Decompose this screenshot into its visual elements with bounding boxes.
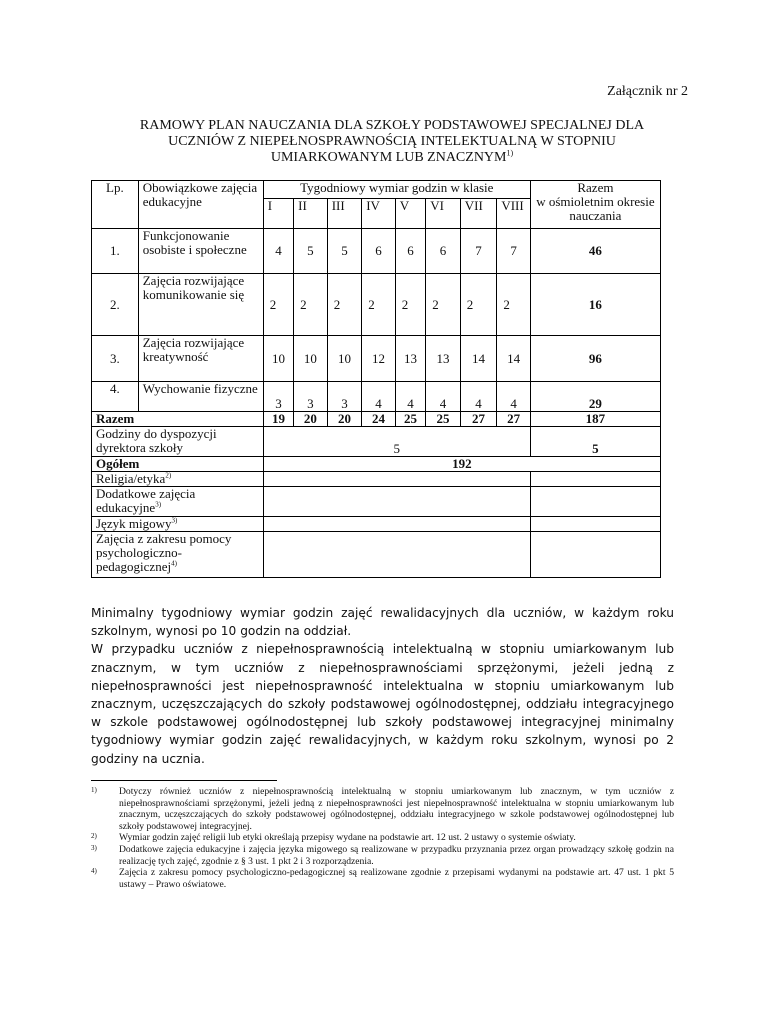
class-header-5: V [395, 199, 425, 229]
cell-value: 5 [327, 229, 362, 274]
row-lp: 1. [92, 229, 139, 274]
row-total: 16 [530, 274, 660, 336]
row-subject: Zajęcia rozwijające komunikowanie się [138, 274, 263, 336]
class-header-2: II [294, 199, 328, 229]
header-total [530, 181, 660, 229]
empty-cell [530, 472, 660, 487]
cell-value: 6 [362, 229, 396, 274]
footnotes [91, 786, 674, 890]
footnote-mark: 2) [91, 832, 97, 841]
empty-cell [530, 532, 660, 578]
razem-value: 20 [294, 412, 328, 427]
empty-cell [530, 517, 660, 532]
row-subject: Funkcjonowanie osobiste i społeczne [138, 229, 263, 274]
footnote-mark: 2) [165, 471, 172, 480]
razem-value: 25 [395, 412, 425, 427]
cell-value: 2 [426, 274, 461, 336]
cell-value: 7 [460, 229, 497, 274]
paragraph-1: Minimalny tygodniowy wymiar godzin zajęć rewalidacyjnych dla uczniów, w każdym roku szkolnym, wynosi po 10 godzin na oddział. [91, 606, 674, 639]
extra-religion [92, 472, 264, 487]
row-lp: 2. [92, 274, 139, 336]
extra-additional [92, 487, 264, 517]
title-line-2: UCZNIÓW Z NIEPEŁNOSPRAWNOŚCIĄ INTELEKTUALNĄ W STOPNIU [168, 134, 616, 149]
row-subject: Wychowanie fizyczne [138, 382, 263, 412]
director-hours-total: 5 [530, 427, 660, 457]
razem-value: 27 [460, 412, 497, 427]
cell-value: 2 [395, 274, 425, 336]
paragraph-2: W przypadku uczniów z niepełnosprawnością intelektualną w stopniu umiarkowanym lub znacznym, w tym uczniów z niepełnosprawnościami sprzężonymi, jeżeli jedną z niepełnosprawności jest niepełnosprawność intelektualna w stopniu umiarkowanym lub znacznym, uczęszczających do szkoły podstawowej ogólnodostępnej, oddziału integracyjnego w szkole podstawowej ogólnodostępnej lub szkoły podstawowej integracyjnej minimalny tygodniowy wymiar godzin zajęć rewalidacyjnych, w każdym roku szkolnym, wynosi po 2 godziny na ucznia. [91, 642, 674, 766]
overall-label: Ogółem [92, 457, 264, 472]
overall-value: 192 [263, 457, 660, 472]
footnote-mark: 1) [506, 148, 514, 158]
cell-value: 2 [263, 274, 293, 336]
footnote-text: Dodatkowe zajęcia edukacyjne i zajęcia języka migowego są realizowane w przypadku przyznania przez organ prowadzący szkołę godzin na realizację tych zajęć, zgodnie z § 3 ust. 1 pkt 2 i 3 rozporządzenia. [119, 843, 674, 867]
empty-cell [263, 472, 530, 487]
footnote-mark: 1) [91, 786, 97, 794]
cell-value: 5 [294, 229, 328, 274]
class-header-6: VI [426, 199, 461, 229]
row-lp: 4. [92, 382, 139, 412]
extra-label: Dodatkowe zajęcia edukacyjne [96, 486, 196, 515]
cell-value: 10 [263, 336, 293, 382]
cell-value: 2 [362, 274, 396, 336]
title-line-3: UMIARKOWANYM LUB ZNACZNYM$^{1)}$ [270, 148, 514, 165]
footnote [91, 832, 674, 844]
row-lp: 3. [92, 336, 139, 382]
cell-value: 4 [497, 382, 531, 412]
cell-value: 4 [362, 382, 396, 412]
cell-value: 13 [426, 336, 461, 382]
row-total: 46 [530, 229, 660, 274]
cell-value: 3 [263, 382, 293, 412]
empty-cell [530, 487, 660, 517]
teaching-plan-table [91, 180, 661, 578]
footnote-mark: 4) [91, 867, 97, 876]
footnote-text: Wymiar godzin zajęć religii lub etyki określają przepisy wydane na podstawie art. 12 ust. 2 ustawy o systemie oświaty. [119, 832, 576, 844]
razem-value: 25 [426, 412, 461, 427]
document-title [92, 118, 692, 166]
empty-cell [263, 517, 530, 532]
razem-value: 27 [497, 412, 531, 427]
extra-label: Zajęcia z zakresu pomocy psychologiczno-pedagogicznej [96, 531, 232, 574]
cell-value: 10 [327, 336, 362, 382]
footnote-mark: 3) [171, 516, 178, 525]
empty-cell [263, 487, 530, 517]
cell-value: 4 [263, 229, 293, 274]
cell-value: 4 [395, 382, 425, 412]
row-total: 96 [530, 336, 660, 382]
title-line-1: RAMOWY PLAN NAUCZANIA DLA SZKOŁY PODSTAWOWEJ SPECJALNEJ DLA [139, 118, 645, 133]
razem-total: 187 [530, 412, 660, 427]
extra-sign-language [92, 517, 264, 532]
footnote [91, 867, 674, 890]
cell-value: 4 [460, 382, 497, 412]
header-weekly-hours: Tygodniowy wymiar godzin w klasie [263, 181, 530, 199]
cell-value: 2 [327, 274, 362, 336]
extra-label: Język migowy [96, 516, 172, 531]
cell-value: 2 [460, 274, 497, 336]
footnote-mark: 4) [171, 559, 177, 568]
director-hours-label: Godziny do dyspozycji dyrektora szkoły [92, 427, 264, 457]
cell-value: 2 [497, 274, 531, 336]
footnote-divider [91, 780, 277, 781]
cell-value: 3 [327, 382, 362, 412]
cell-value: 10 [294, 336, 328, 382]
razem-value: 19 [263, 412, 293, 427]
razem-label: Razem [92, 412, 264, 427]
header-subjects: Obowiązkowe zajęcia edukacyjne [138, 181, 263, 229]
footnote-mark: 3) [91, 843, 97, 852]
row-total: 29 [530, 382, 660, 412]
empty-cell [263, 532, 530, 578]
cell-value: 14 [497, 336, 531, 382]
cell-value: 13 [395, 336, 425, 382]
body-text [91, 604, 674, 768]
cell-value: 3 [294, 382, 328, 412]
class-header-4: IV [362, 199, 396, 229]
attachment-label: Załącznik nr 2 [607, 84, 688, 99]
extra-label: Religia/etyka [96, 471, 166, 486]
header-total-line2: w ośmioletnim okresie nauczania [536, 194, 655, 223]
class-header-3: III [327, 199, 362, 229]
cell-value: 12 [362, 336, 396, 382]
row-subject: Zajęcia rozwijające kreatywność [138, 336, 263, 382]
cell-value: 6 [426, 229, 461, 274]
cell-value: 4 [426, 382, 461, 412]
class-header-7: VII [460, 199, 497, 229]
extra-psych-support [92, 532, 264, 578]
razem-value: 24 [362, 412, 396, 427]
footnote-mark: 3) [155, 500, 162, 509]
cell-value: 7 [497, 229, 531, 274]
razem-value: 20 [327, 412, 362, 427]
class-header-8: VIII [497, 199, 531, 229]
director-hours-value: 5 [263, 427, 530, 457]
footnote-text: Dotyczy również uczniów z niepełnosprawnością intelektualną w stopniu umiarkowanym lub znacznym, w tym uczniów z niepełnosprawnościami sprzężonymi, jeżeli jedną z niepełnosprawności jest niepełnosprawność intelektualna w stopniu umiarkowanym lub znacznym, uczęszczających do szkoły podstawowej ogólnodostępnej, oddziału integracyjnego w szkole podstawowej ogólnodostępnej lub szkoły podstawowej integracyjnej. [119, 786, 674, 832]
footnote [91, 786, 674, 832]
header-lp: Lp. [92, 181, 139, 229]
footnote [91, 844, 674, 867]
header-total-line1: Razem [577, 180, 614, 195]
cell-value: 2 [294, 274, 328, 336]
footnote-text: Zajęcia z zakresu pomocy psychologiczno-pedagogicznej są realizowane zgodnie z przepisami wydanymi na podstawie art. 47 ust. 1 pkt 5 ustawy – Prawo oświatowe. [119, 867, 674, 890]
cell-value: 14 [460, 336, 497, 382]
class-header-1: I [263, 199, 293, 229]
cell-value: 6 [395, 229, 425, 274]
